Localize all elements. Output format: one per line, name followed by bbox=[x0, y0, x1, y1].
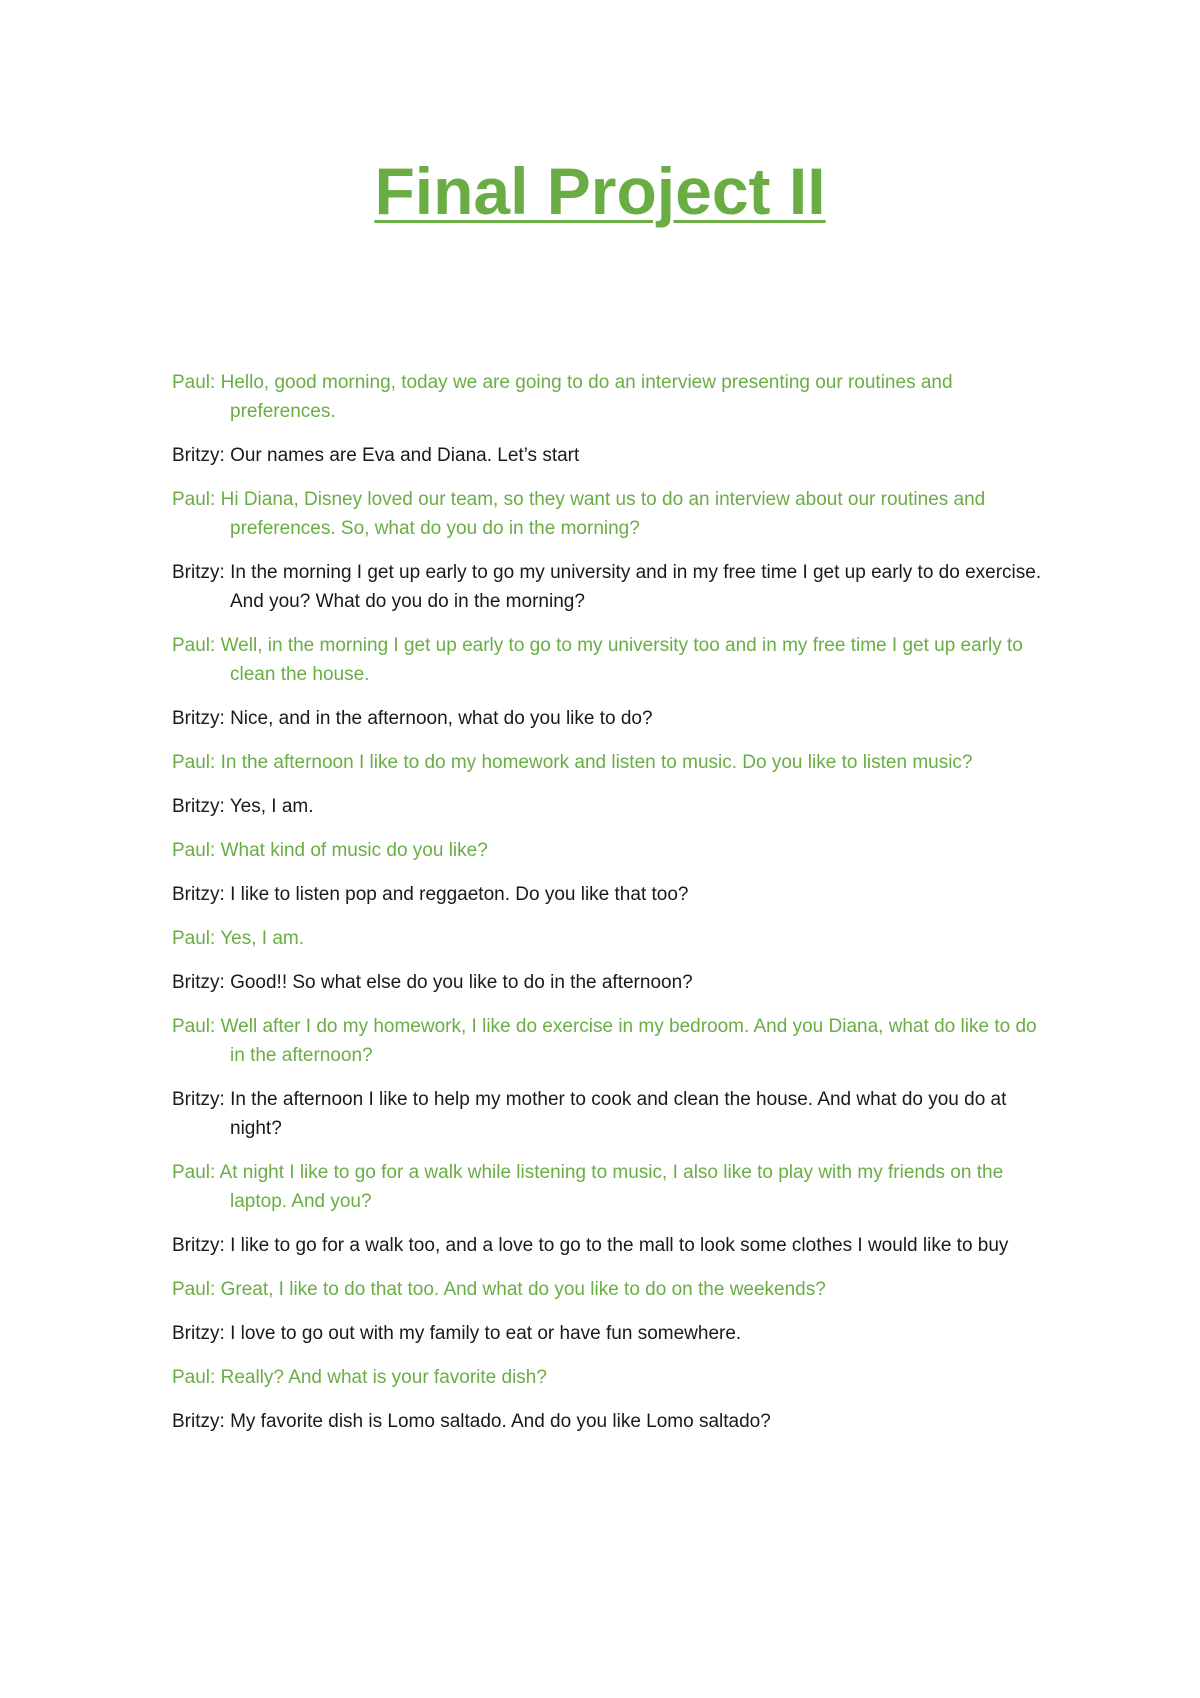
utterance-text: Great, I like to do that too. And what do you like to do on the weekends? bbox=[220, 1279, 826, 1300]
dialogue-line-paul bbox=[172, 924, 1042, 953]
dialogue-line-britzy bbox=[172, 1085, 1042, 1143]
dialogue-line-britzy bbox=[172, 1231, 1042, 1260]
dialogue-line-paul bbox=[172, 1363, 1042, 1392]
dialogue-line-britzy bbox=[172, 441, 1042, 470]
speaker-name: Paul : bbox=[172, 489, 221, 510]
utterance-text: Our names are Eva and Diana. Let’s start bbox=[230, 445, 580, 466]
speaker-name: Paul : bbox=[172, 1279, 221, 1300]
speaker-name: Paul : bbox=[172, 372, 221, 393]
utterance-text: In the morning I get up early to go my university and in my free time I get up early to do exercise. And you? What do you do in the morning? bbox=[230, 562, 1042, 612]
dialogue-line-britzy bbox=[172, 792, 1042, 821]
speaker-name: Britzy : bbox=[172, 796, 230, 817]
utterance-text: Well after I do my homework, I like do exercise in my bedroom. And you Diana, what do like to do in the afternoon? bbox=[220, 1016, 1037, 1066]
dialogue-line-britzy bbox=[172, 558, 1042, 616]
speaker-name: Britzy : bbox=[172, 562, 230, 583]
utterance-text: Well, in the morning I get up early to go to my university too and in my free time I get up early to clean the house. bbox=[220, 635, 1023, 685]
utterance-text: I like to listen pop and reggaeton. Do you like that too? bbox=[230, 884, 689, 905]
utterance-text: Yes, I am. bbox=[220, 928, 305, 949]
speaker-name: Paul : bbox=[172, 752, 221, 773]
speaker-name: Britzy : bbox=[172, 1235, 230, 1256]
speaker-name: Paul : bbox=[172, 1367, 221, 1388]
utterance-text: In the afternoon I like to help my mother to cook and clean the house. And what do you do at night? bbox=[230, 1089, 1007, 1139]
utterance-text: Good!! So what else do you like to do in the afternoon? bbox=[230, 972, 693, 993]
dialogue-line-paul bbox=[172, 485, 1042, 543]
dialogue-line-paul bbox=[172, 1275, 1042, 1304]
dialogue-line-paul bbox=[172, 1158, 1042, 1216]
speaker-name: Britzy : bbox=[172, 708, 230, 729]
dialogue-line-britzy bbox=[172, 1407, 1042, 1436]
speaker-name: Britzy : bbox=[172, 445, 230, 466]
speaker-name: Paul : bbox=[172, 1016, 221, 1037]
utterance-text: What kind of music do you like? bbox=[220, 840, 488, 861]
dialogue-line-paul bbox=[172, 748, 1042, 777]
page-title: Final Project II bbox=[374, 154, 826, 228]
dialogue-line-paul bbox=[172, 368, 1042, 426]
utterance-text: Yes, I am. bbox=[229, 796, 314, 817]
utterance-text: I love to go out with my family to eat or have fun somewhere. bbox=[230, 1323, 742, 1344]
speaker-name: Paul : bbox=[172, 928, 220, 949]
dialogue-line-britzy bbox=[172, 968, 1042, 997]
dialogue-line-paul bbox=[172, 631, 1042, 689]
utterance-text: Really? And what is your favorite dish? bbox=[220, 1367, 547, 1388]
dialogue-line-britzy bbox=[172, 704, 1042, 733]
speaker-name: Britzy : bbox=[172, 1323, 230, 1344]
speaker-name: Paul : bbox=[172, 635, 221, 656]
utterance-text: Nice, and in the afternoon, what do you like to do? bbox=[230, 708, 653, 729]
dialogue-line-paul bbox=[172, 836, 1042, 865]
speaker-name: Britzy : bbox=[172, 972, 230, 993]
speaker-name: Britzy : bbox=[172, 884, 230, 905]
utterance-text: Hi Diana, Disney loved our team, so they want us to do an interview about our routines and preferences. So, what do you do in the morning? bbox=[220, 489, 986, 539]
dialogue-transcript bbox=[172, 368, 1042, 1451]
utterance-text: Hello, good morning, today we are going to do an interview presenting our routines and preferences. bbox=[220, 372, 953, 422]
speaker-name: Britzy : bbox=[172, 1411, 230, 1432]
dialogue-line-paul bbox=[172, 1012, 1042, 1070]
utterance-text: My favorite dish is Lomo saltado. And do you like Lomo saltado? bbox=[230, 1411, 771, 1432]
dialogue-line-britzy bbox=[172, 1319, 1042, 1348]
speaker-name: Britzy : bbox=[172, 1089, 230, 1110]
utterance-text: At night I like to go for a walk while listening to music, I also like to play with my friends on the laptop. And you? bbox=[219, 1162, 1004, 1212]
utterance-text: In the afternoon I like to do my homework and listen to music. Do you like to listen music? bbox=[220, 752, 973, 773]
speaker-name: Paul : bbox=[172, 1162, 220, 1183]
speaker-name: Paul : bbox=[172, 840, 221, 861]
utterance-text: I like to go for a walk too, and a love to go to the mall to look some clothes I would like to buy bbox=[230, 1235, 1009, 1256]
dialogue-line-britzy bbox=[172, 880, 1042, 909]
